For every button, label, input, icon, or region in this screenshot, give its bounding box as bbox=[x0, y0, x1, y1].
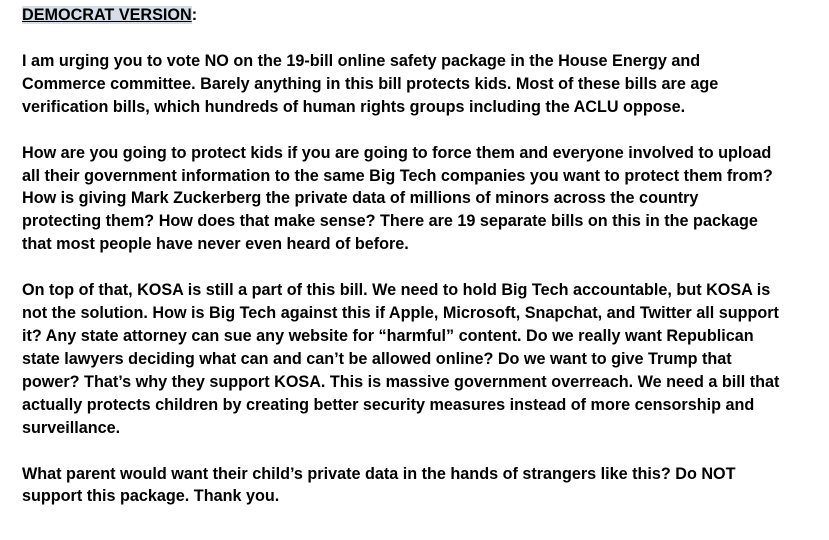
text-line: that most people have never even heard of before. bbox=[22, 235, 409, 254]
text-line: verification bills, which hundreds of human rights groups including the ACLU oppose. bbox=[22, 97, 686, 116]
text-line: How are you going to protect kids if you are going to force them and everyone involved to upload bbox=[22, 143, 772, 162]
paragraph-3 bbox=[22, 279, 829, 439]
text-line: not the solution. How is Big Tech against this if Apple, Microsoft, Snapchat, and Twitter all support bbox=[22, 304, 779, 323]
text-line: surveillance. bbox=[22, 418, 121, 437]
paragraph-2 bbox=[22, 142, 829, 257]
text-line: protecting them? How does that make sense? There are 19 separate bills on this in the package bbox=[22, 212, 758, 231]
text-line: all their government information to the same Big Tech companies you want to protect them from? bbox=[22, 166, 773, 185]
text-line: On top of that, KOSA is still a part of this bill. We need to hold Big Tech accountable, but KOSA is bbox=[22, 281, 771, 300]
document-heading[interactable]: DEMOCRAT VERSION bbox=[22, 6, 192, 24]
text-line: Commerce committee. Barely anything in this bill protects kids. Most of these bills are age bbox=[22, 74, 719, 93]
heading-line bbox=[22, 4, 829, 27]
text-line: it? Any state attorney can sue any website for “harmful” content. Do we really want Republican bbox=[22, 326, 754, 345]
paragraph-gap bbox=[22, 256, 829, 279]
paragraph-gap bbox=[22, 440, 829, 463]
heading-colon: : bbox=[191, 6, 198, 24]
text-line: What parent would want their child’s private data in the hands of strangers like this? Do NOT bbox=[22, 464, 736, 483]
text-line: state lawyers deciding what can and can’t be allowed online? Do we want to give Trump that bbox=[22, 349, 732, 368]
paragraph-gap bbox=[22, 119, 829, 142]
paragraph-4 bbox=[22, 463, 829, 509]
text-line: power? That’s why they support KOSA. This is massive government overreach. We need a bill that bbox=[22, 372, 780, 391]
text-line: actually protects children by creating better security measures instead of more censorship and bbox=[22, 395, 755, 414]
text-line: I am urging you to vote NO on the 19-bill online safety package in the House Energy and bbox=[22, 51, 701, 70]
paragraph-1 bbox=[22, 50, 829, 119]
text-line: support this package. Thank you. bbox=[22, 487, 280, 506]
text-line: How is giving Mark Zuckerberg the private data of millions of minors across the country bbox=[22, 189, 699, 208]
paragraph-gap bbox=[22, 27, 829, 50]
